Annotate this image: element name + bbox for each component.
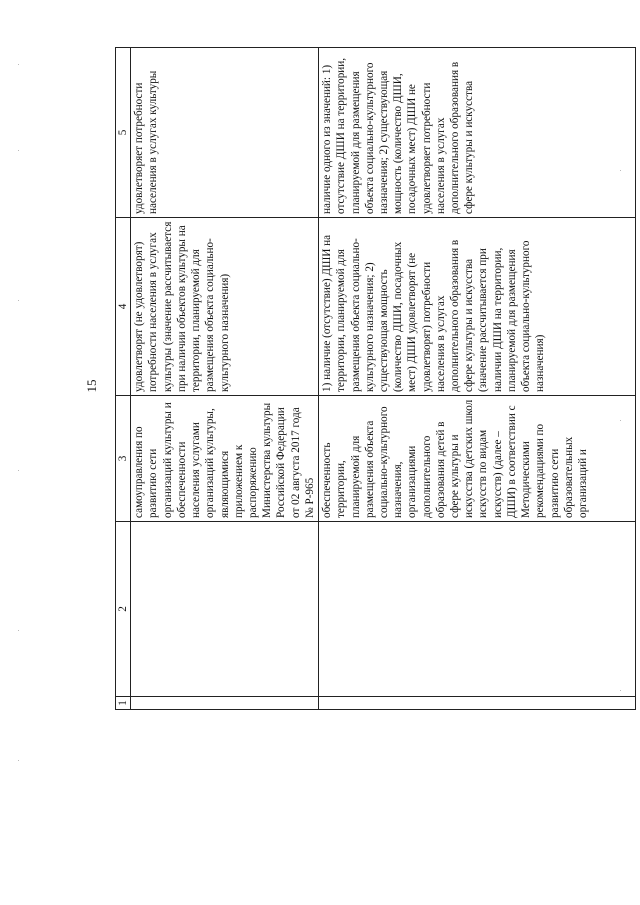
header-col-1: 1	[116, 697, 131, 710]
scan-speck	[620, 420, 621, 421]
page-number: 15	[84, 379, 99, 393]
row2-col5: наличие одного из значений: 1) отсутствие ДШИ на территории, планируемой для размещения объекта социально-культурного назначения; 2) существующая мощность (количество ДШИ, посадочных мест) ДШИ не удовлетворяет потребности населения в услугах дополнительного образования в сфере культуры и искусства	[319, 48, 636, 218]
row2-col2	[319, 522, 636, 697]
scan-speck	[620, 170, 621, 171]
table-header-row	[116, 48, 131, 710]
row2-col3: обеспеченность территории, планируемой для размещения объекта социально-культурного назначения, организациями дополнительного образования детей в сфере культуры и искусства (детских школ искусств по видам искусств) (далее – ДШИ) в соответствии с Методическими рекомендациями по развитию сети образовательных организаций и	[319, 396, 636, 522]
scan-speck	[18, 300, 19, 301]
requirements-table	[115, 47, 636, 710]
header-col-2: 2	[116, 522, 131, 697]
row1-col5: удовлетворяет потребности населения в услугах культуры	[131, 48, 319, 218]
header-col-3: 3	[116, 396, 131, 522]
scan-speck	[620, 690, 621, 691]
row1-col1	[131, 697, 319, 710]
scan-speck	[18, 630, 19, 631]
scan-speck	[18, 470, 19, 471]
header-col-5: 5	[116, 48, 131, 218]
table-row	[319, 48, 636, 710]
rotated-table-wrapper	[115, 48, 636, 710]
scan-speck	[18, 64, 19, 65]
table-row	[131, 48, 319, 710]
scan-speck	[18, 150, 19, 151]
row2-col1	[319, 697, 636, 710]
row1-col2	[131, 522, 319, 697]
row2-col4: 1) наличие (отсутствие) ДШИ на территории, планируемой для размещения объекта социально-культурного назначения; 2) существующая мощность (количество ДШИ, посадочных мест) ДШИ удовлетворят (не удовлетворят) потребности населения в услугах дополнительного образования в сфере культуры и искусства (значение рассчитывается при наличии ДШИ на территории, планируемой для размещения объекта социально-культурного назначения)	[319, 218, 636, 396]
row1-col4: удовлетворят (не удовлетворят) потребности населения в услугах культуры (значение рассчитывается при наличии объектов культуры на территории, планируемой для размещения объекта социально-культурного назначения)	[131, 218, 319, 396]
header-col-4: 4	[116, 218, 131, 396]
scan-speck	[18, 760, 19, 761]
row1-col3: самоуправления по развитию сети организаций культуры и обеспеченности населения услугами организаций культуры, являющимися приложением к распоряжению Министерства культуры Российской Федерации от 02 августа 2017 года № Р-965	[131, 396, 319, 522]
